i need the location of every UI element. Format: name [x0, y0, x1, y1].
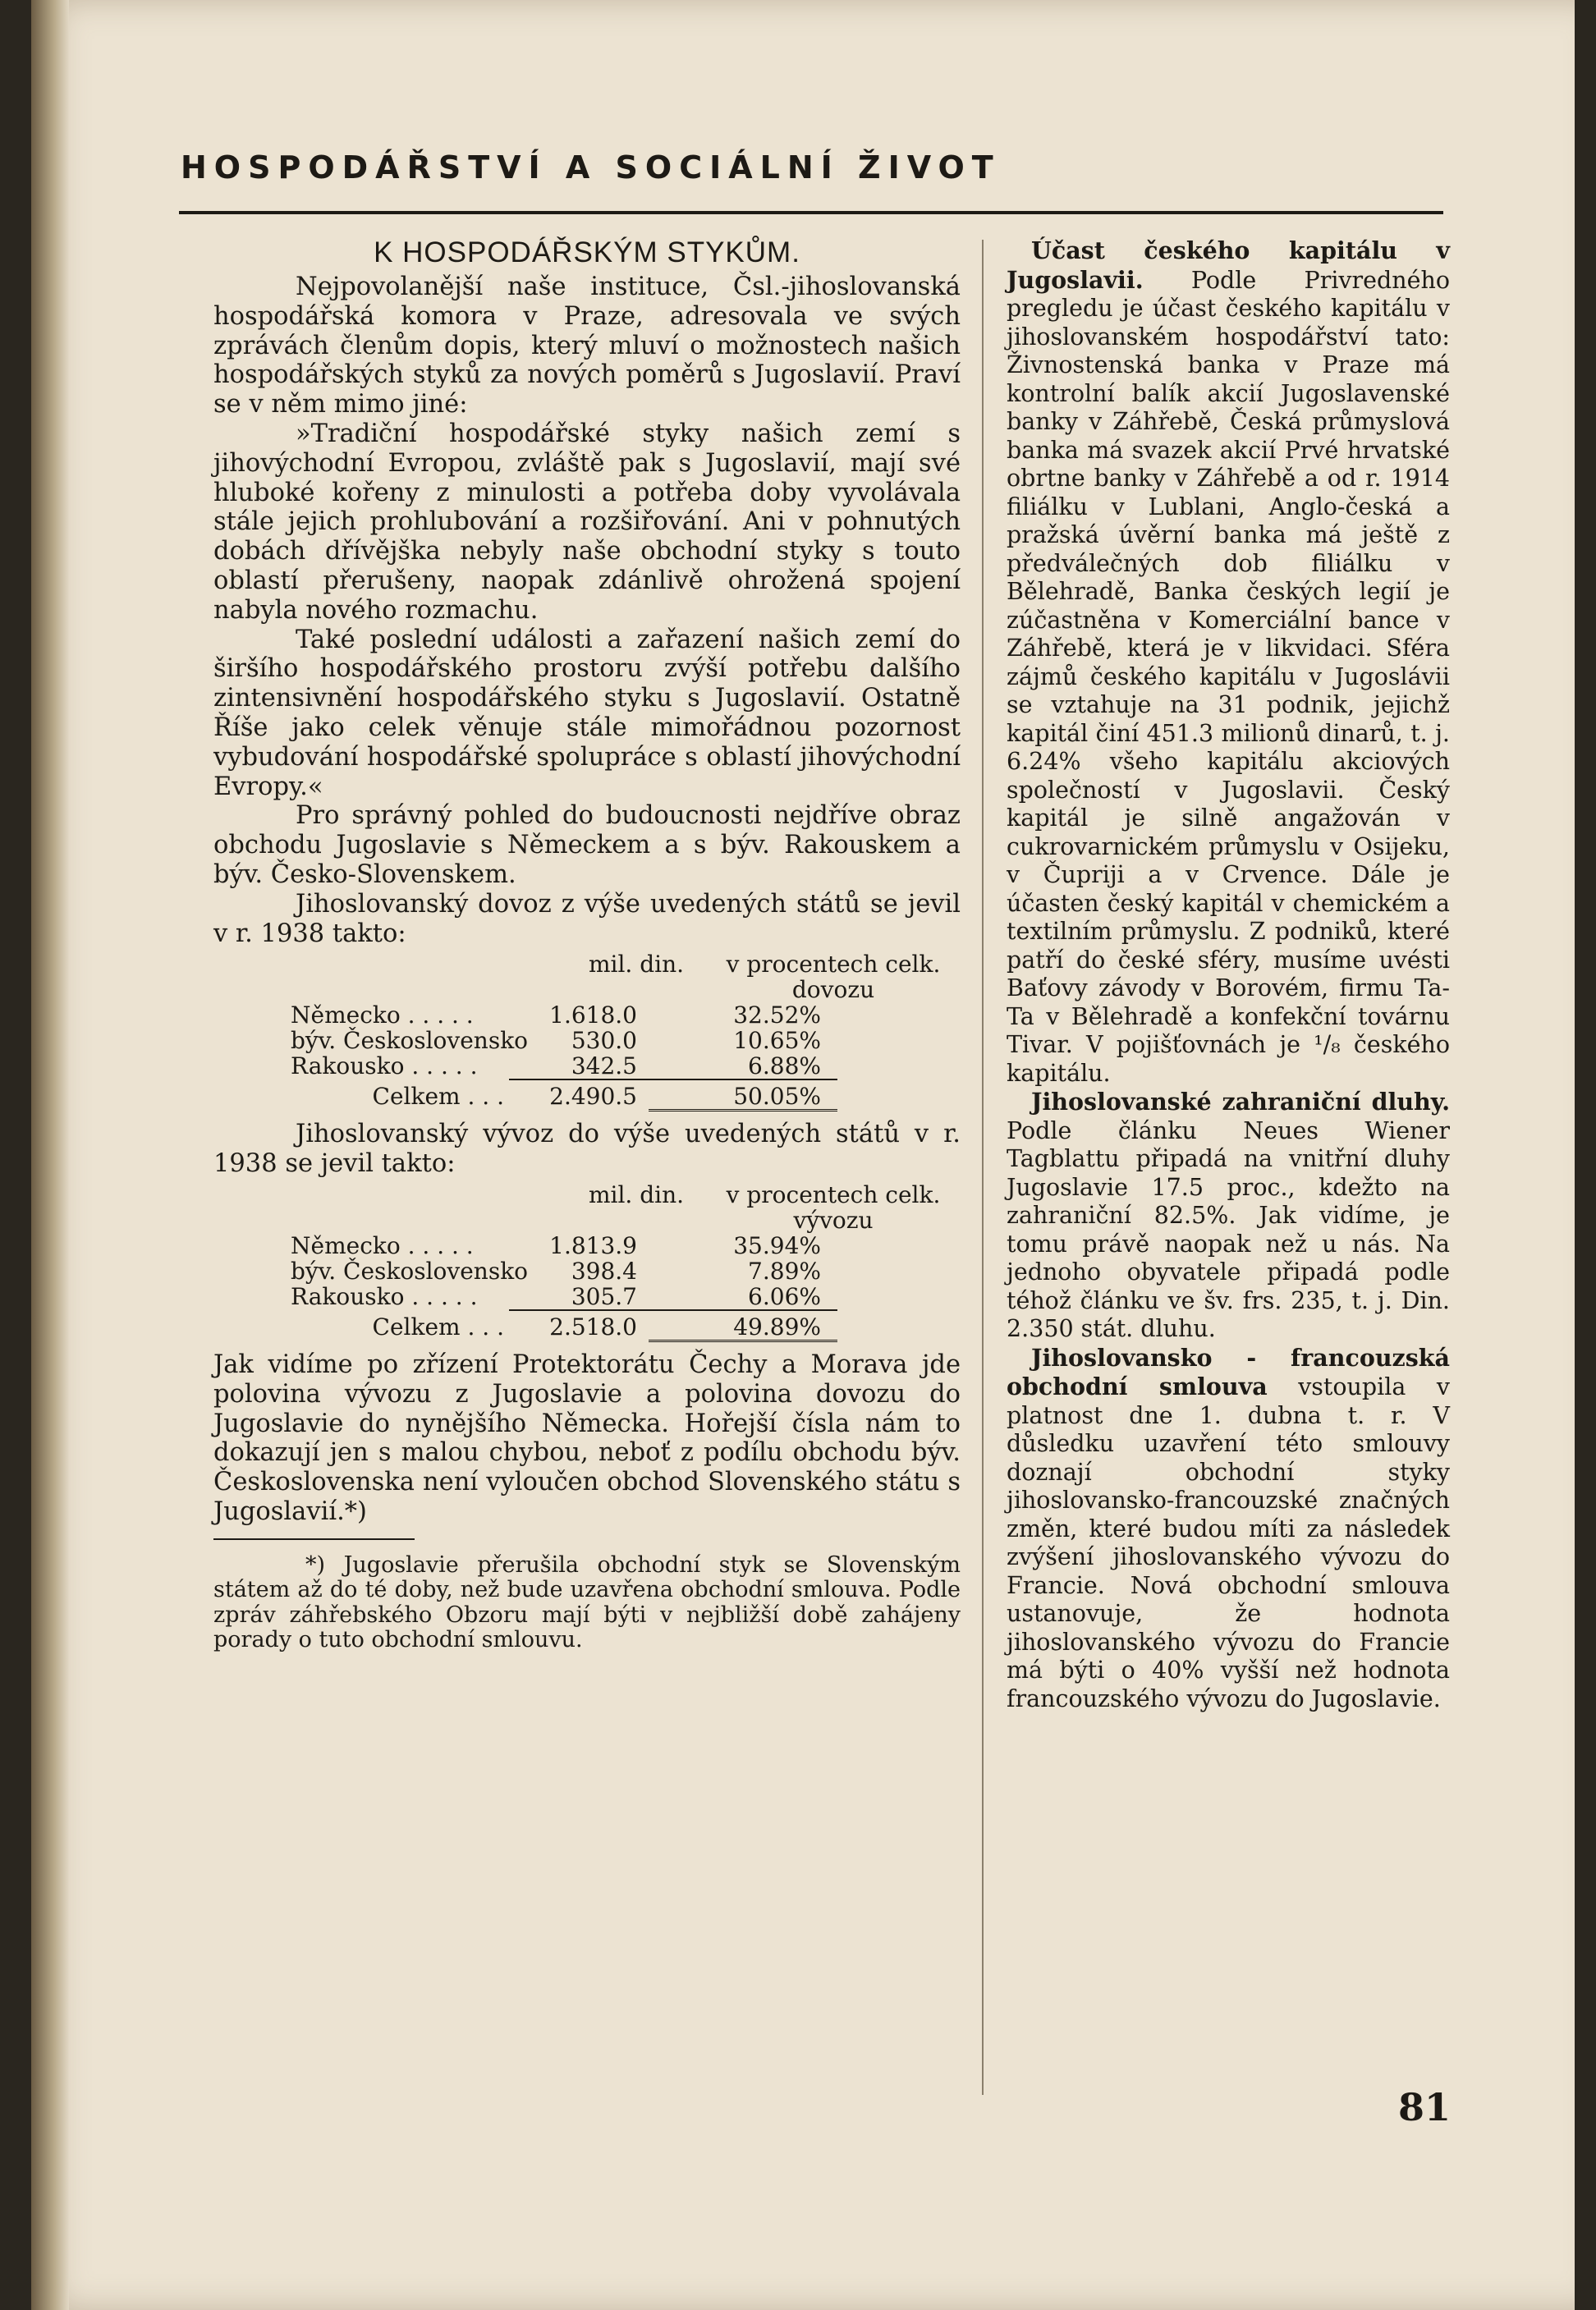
footnote-rule — [213, 1538, 415, 1540]
section-czech-capital — [1007, 236, 1450, 1088]
export-table — [213, 1182, 961, 1342]
page-number: 81 — [1398, 2085, 1452, 2129]
section-trade-treaty — [1007, 1344, 1450, 1714]
col-header-pct-sub: dovozu — [791, 976, 875, 1004]
right-column — [1007, 236, 1450, 1713]
footnote: *) Jugoslavie přerušila obchodní styk se Slovenským státem až do té doby, než bude uzavřena obchodní smlouva. Podle zpráv záhřebského Obzoru mají býti v nejbližší době zahájeny porady o tuto obchodní smlouvu. — [213, 1551, 961, 1653]
table-row: Rakousko . . . . . 342.5 6.88% — [213, 1053, 961, 1080]
section-foreign-debts — [1007, 1088, 1450, 1344]
table-row: býv. Československo 530.0 10.65% — [291, 1027, 821, 1055]
table-row: Rakousko . . . . . 305.7 6.06% — [213, 1284, 961, 1311]
article-title: K HOSPODÁŘSKÝM STYKŮM. — [374, 236, 800, 268]
paragraph: Pro správný pohled do budoucnosti nejdříve obraz obchodu Jugoslavie s Německem a s býv. Rakouskem a býv. Česko-Slovenskem. — [213, 801, 961, 889]
book-spine — [31, 0, 69, 2310]
section-heading: Účast českého kapitálu v Jugoslavii. — [1007, 236, 1450, 294]
section-body: Podle článku Neues Wiener Tagblattu připadá na vnitřní dluhy Jugoslavie 17.5 proc., kdežto na zahraniční 82.5%. Jak vidíme, je tomu právě naopak než u nás. Na jednoho obyvatele připadá podle téhož článku ve šv. frs. 235, t. j. Din. 2.350 stát. dluhu. — [1007, 1116, 1450, 1342]
running-head: HOSPODÁŘSTVÍ A SOCIÁLNÍ ŽIVOT — [181, 149, 1001, 186]
col-header-mil: mil. din. — [588, 951, 685, 979]
table-header — [213, 1182, 961, 1208]
table-total-row: Celkem . . . 2.490.5 50.05% — [213, 1084, 961, 1111]
left-column — [213, 236, 961, 1653]
col-header-pct-sub: vývozu — [793, 1206, 874, 1234]
col-header-pct: v procentech celk. — [726, 1180, 941, 1208]
col-header-pct: v procentech celk. — [726, 951, 941, 979]
table-row: býv. Československo 398.4 7.89% — [291, 1257, 821, 1285]
col-header-mil: mil. din. — [588, 1180, 685, 1208]
page — [31, 0, 1575, 2310]
table-row: Německo . . . . . 1.813.9 35.94% — [291, 1231, 821, 1259]
paragraph: Nejpovolanější naše instituce, Čsl.-jihoslovanská hospodářská komora v Praze, adresovala ve svých zprávách členům dopis, který mluví o možnostech našich hospodářských styků za nových poměrů s Jugoslavií. Praví se v něm mimo jiné: — [213, 273, 961, 419]
paragraph: Jak vidíme po zřízení Protektorátu Čechy a Morava jde polovina vývozu z Jugoslavie a polovina dovozu do Jugoslavie do nynějšího Německa. Hořejší čísla nám to dokazují jen s malou chybou, neboť z podílu obchodu býv. Československa není vyloučen obchod Slovenského státu s Jugoslavií.*) — [213, 1350, 961, 1526]
column-divider — [982, 240, 984, 2095]
paragraph: Také poslední události a zařazení našich zemí do širšího hospodářského prostoru zvýší potřebu dalšího zintensivnění hospodářského styku s Jugoslavií. Ostatně Říše jako celek věnuje stále mimořádnou pozornost vybudování hospodářské spolupráce s oblastí jihovýchodní Evropy.« — [213, 625, 961, 801]
section-heading: Jihoslovansko - francouzská obchodní smlouva — [1007, 1343, 1450, 1400]
section-body: vstoupila v platnost dne 1. dubna t. r. V důsledku uzavření této smlouvy doznají obchodní styky jihoslovansko-francouzské značných změn, které budou míti za následek zvýšení jihoslovanského vývozu do Francie. Nová obchodní smlouva ustanovuje, že hodnota jihoslovanského vývozu do Francie má býti o 40% vyšší než hodnota francouzského vývozu do Jugoslavie. — [1007, 1373, 1450, 1712]
paragraph: Jihoslovanský dovoz z výše uvedených států se jevil v r. 1938 takto: — [213, 889, 961, 948]
section-body: Podle Privredného pregledu je účast českého kapitálu v jihoslovanském hospodářství tato: Živnostenská banka v Praze má kontrolní balík akcií Jugoslavenské banky v Záhřebě, Česká průmyslová banka má svazek akcií Prvé hrvatské obrtne banky v Záhřebě a od r. 1914 filiálku v Lublani, Anglo-česká a pražská úvěrní banka má ještě z předválečných dob filiálku v Bělehradě, Banka českých legií je zúčastněna v Komerciální bance v Záhřebě, která je v likvidaci. Sféra zájmů českého kapitálu v Jugoslávii se vztahuje na 31 podnik, jejichž kapitál činí 451.3 milionů dinarů, t. j. 6.24% všeho kapitálu akciových společností v Jugoslavii. Český kapitál je silně angažován v cukrovarnickém průmyslu v Osijeku, v Čupriji a v Crvence. Dále je účasten český kapitál v chemickém a textilním průmyslu. Z podniků, které patří do české sféry, musíme uvésti Baťovy závody v Borovém, firmu Ta-Ta v Bělehradě a konfekční továrnu Tivar. V pojišťovnách je ¹/₈ českého kapitálu. — [1007, 266, 1451, 1087]
table-total-row: Celkem . . . 2.518.0 49.89% — [213, 1314, 961, 1342]
paragraph: Jihoslovanský vývoz do výše uvedených států v r. 1938 se jevil takto: — [213, 1120, 961, 1179]
header-rule — [179, 211, 1443, 214]
section-heading: Jihoslovanské zahraniční dluhy. — [1031, 1088, 1450, 1116]
paragraph: »Tradiční hospodářské styky našich zemí s jihovýchodní Evropou, zvláště pak s Jugoslavií, mají své hluboké kořeny z minulosti a potřeba doby vyvolávala stále jejich prohlubování a rozšiřování. Ani v pohnutých dobách dřívějška nebyly naše obchodní styky s touto oblastí přerušeny, naopak zdánlivě ohrožená spojení nabyla nového rozmachu. — [213, 419, 961, 625]
table-row: Německo . . . . . 1.618.0 32.52% — [291, 1001, 821, 1029]
table-header — [213, 951, 961, 977]
import-table — [213, 951, 961, 1111]
